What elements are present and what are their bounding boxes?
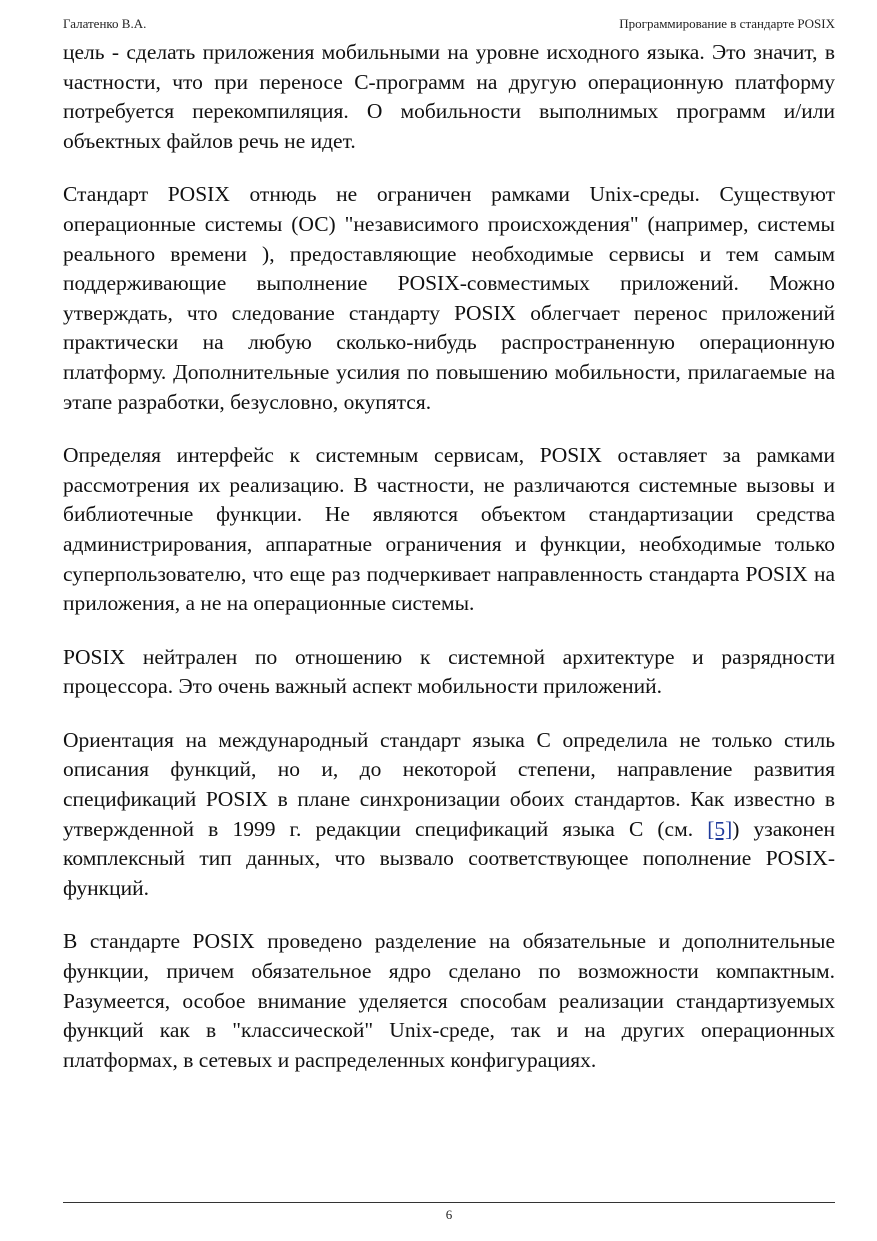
paragraph-6: В стандарте POSIX проведено разделение на обязательные и дополнительные функции, причем обязательное ядро сделано по возможности компактным. Разумеется, особое внимание уделяется способам реализации стандартизуемых функций как в "классической" Unix-среде, так и на других операционных платформах, в сетевых и распределенных конфигурациях. — [63, 929, 835, 1072]
paragraph-1: цель - сделать приложения мобильными на уровне исходного языка. Это значит, в частности, что при переносе C-программ на другую операционную платформу потребуется перекомпиляция. О мобильности выполнимых программ и/или объектных файлов речь не идет. — [63, 40, 835, 153]
paragraph-5-text-after: ) узаконен комплексный тип данных, что вызвало соответствующее пополнение POSIX-функций. — [63, 816, 835, 900]
paragraph-5 — [63, 726, 835, 904]
header-title: Программирование в стандарте POSIX — [619, 16, 835, 31]
footer-divider — [63, 1202, 835, 1203]
paragraph-5-text-before: Ориентация на международный стандарт языка C определила не только стиль описания функций, но и, до некоторой степени, направление развития спецификаций POSIX в плане синхронизации обоих стандартов. Как известно в утвержденной в 1999 г. редакции спецификаций языка C (см. — [63, 727, 835, 841]
paragraph-3: Определяя интерфейс к системным сервисам, POSIX оставляет за рамками рассмотрения их реализацию. В частности, не различаются системные вызовы и библиотечные функции. Не являются объектом стандартизации средства администрирования, аппаратные ограничения и функции, необходимые только суперпользователю, что еще раз подчеркивает направленность стандарта POSIX на приложения, а не на операционные системы. — [63, 443, 835, 616]
reference-link-5[interactable]: [5] — [707, 816, 733, 841]
paragraph-2: Стандарт POSIX отнюдь не ограничен рамками Unix-среды. Существуют операционные системы (ОС) "независимого происхождения" (например, системы реального времени ), предоставляющие необходимые сервисы и тем самым поддерживающие выполнение POSIX-совместимых приложений. Можно утверждать, что следование стандарту POSIX облегчает перенос приложений практически на любую сколько-нибудь распространенную операционную платформу. Дополнительные усилия по повышению мобильности, прилагаемые на этапе разработки, безусловно, окупятся. — [63, 182, 835, 414]
header-author: Галатенко В.А. — [63, 16, 147, 31]
page-number: 6 — [445, 1207, 453, 1222]
paragraph-4: POSIX нейтрален по отношению к системной архитектуре и разрядности процессора. Это очень важный аспект мобильности приложений. — [63, 644, 835, 699]
body-text — [63, 38, 835, 1099]
